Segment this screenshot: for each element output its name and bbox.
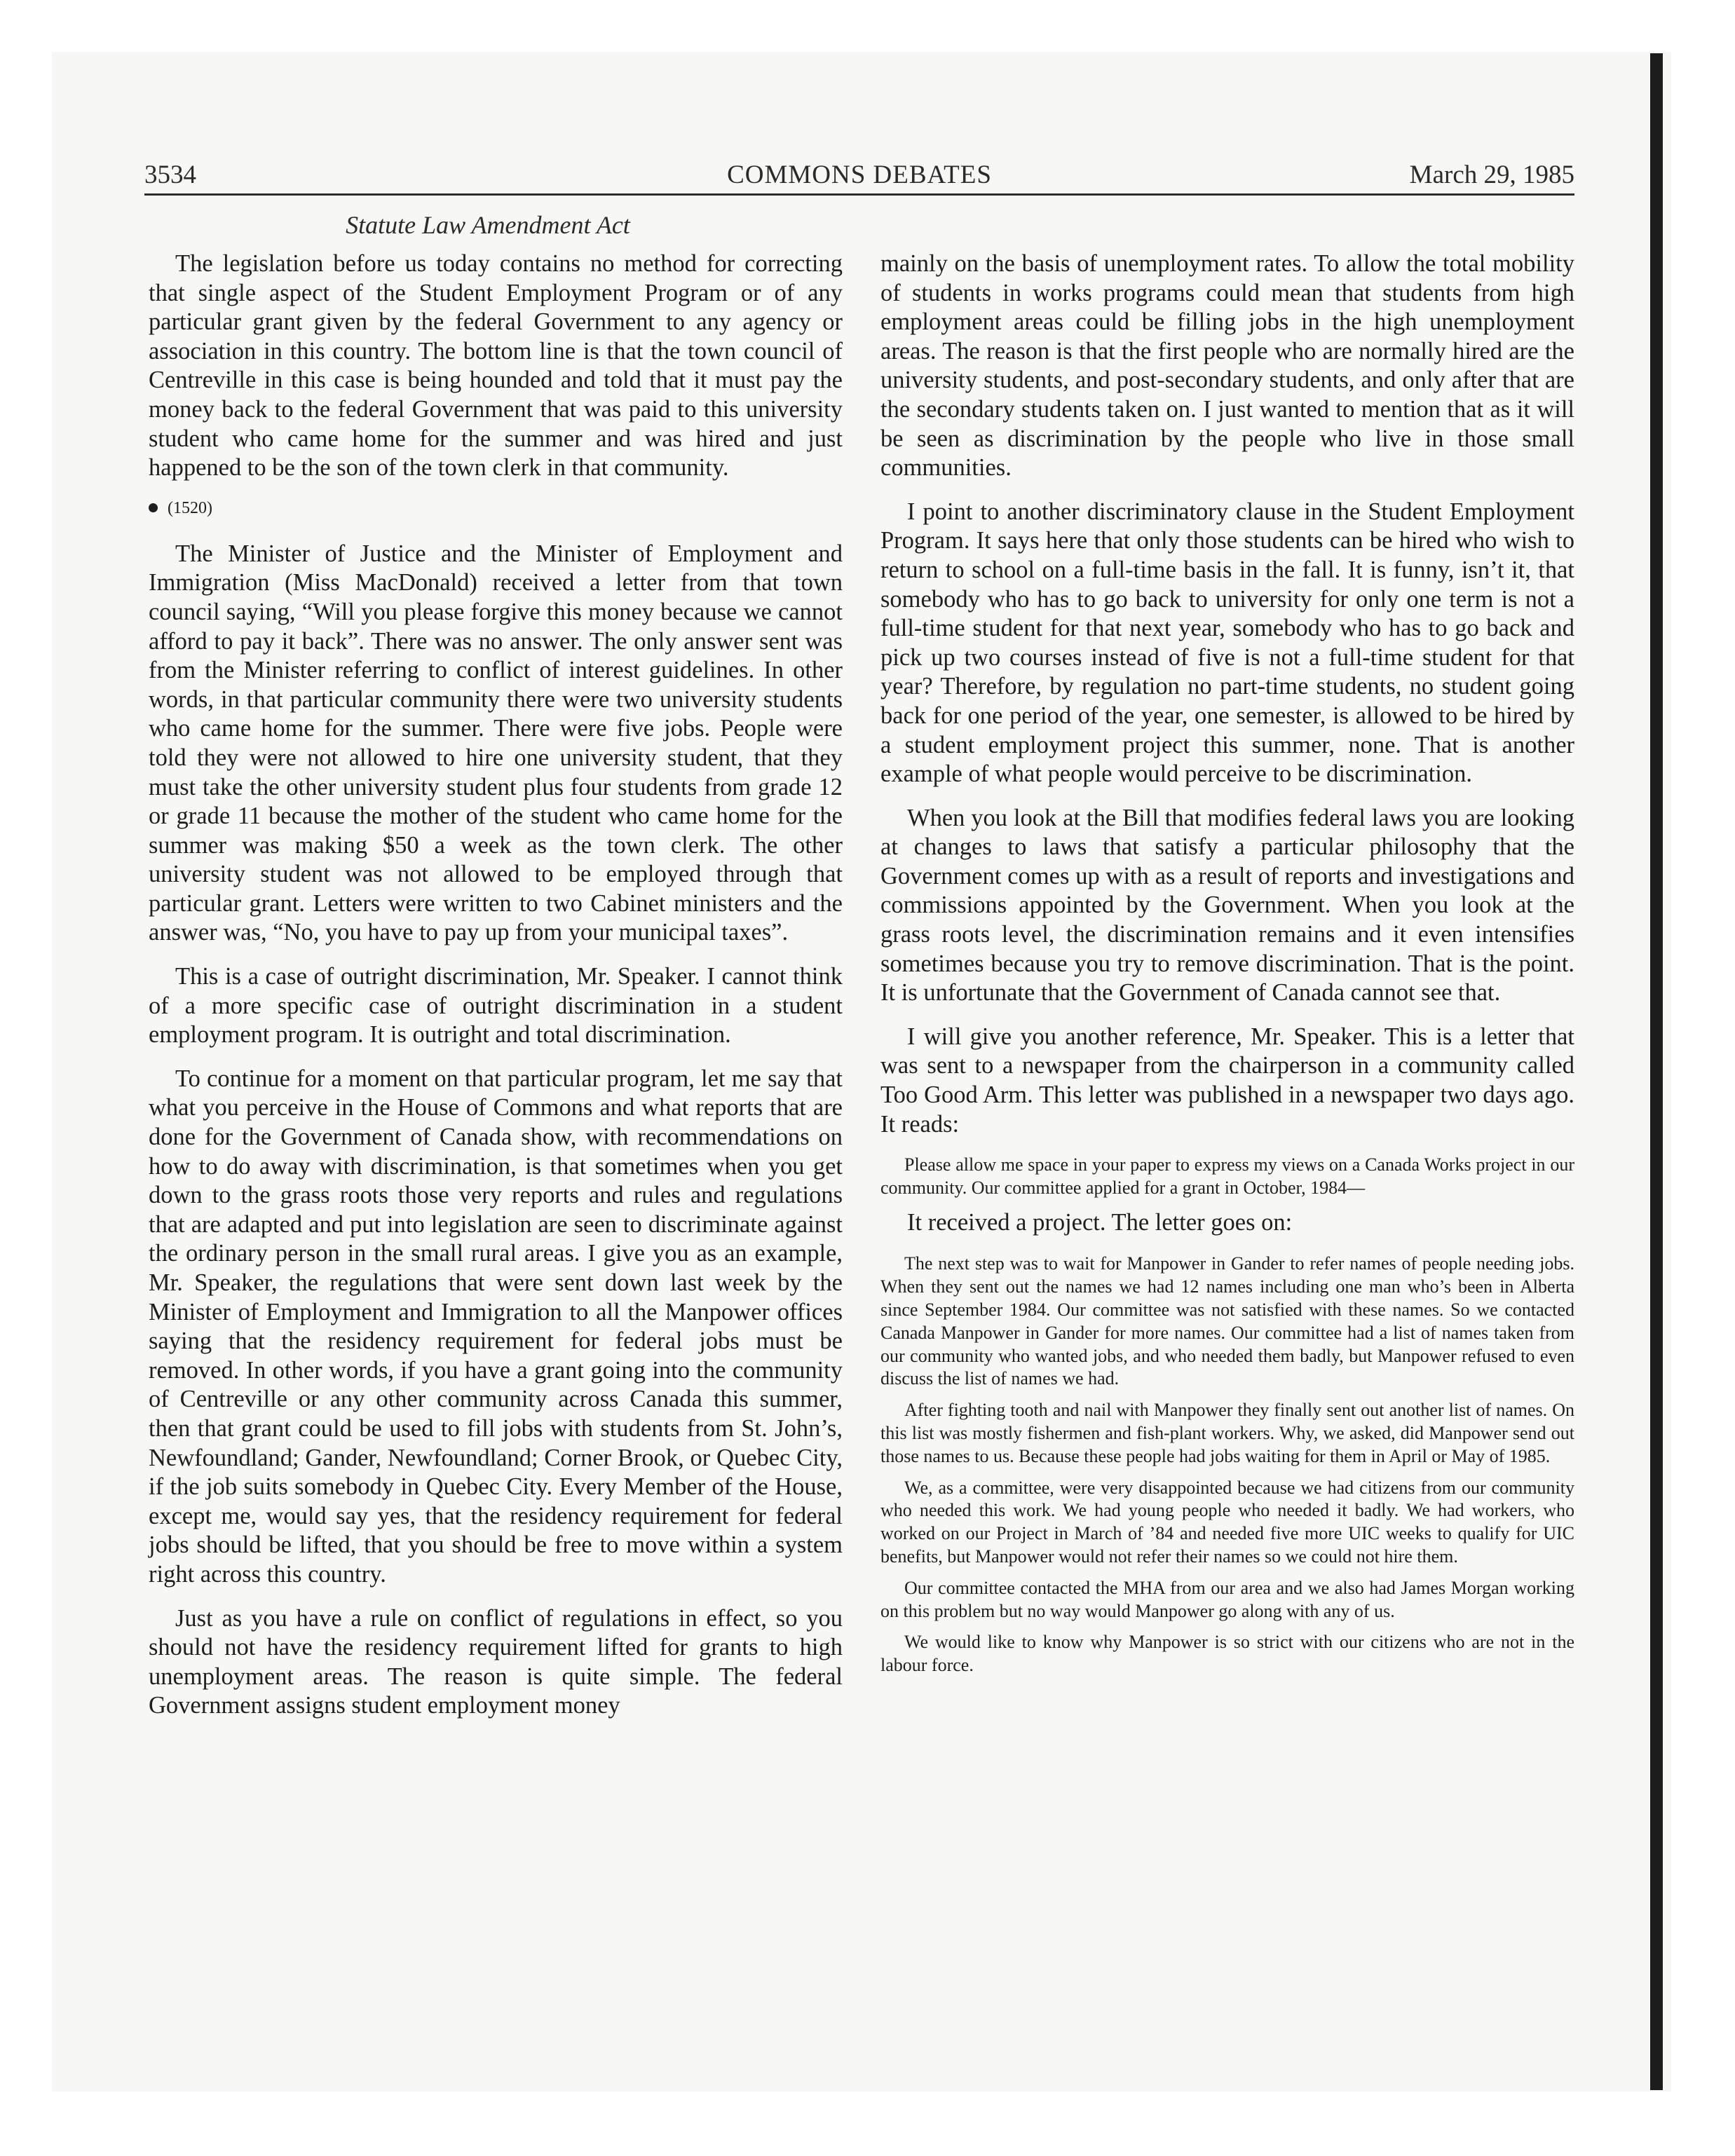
paragraph: It received a project. The letter goes on: [907, 1208, 1293, 1236]
quoted-letter: We would like to know why Manpower is so strict with our citizens who are not in the labour force. [880, 1632, 1574, 1676]
quoted-letter: We, as a committee, were very disappointed because we had citizens from our community who needed this work. We had young people who needed it badly. We had workers, who worked on our Project in March of ’84 and needed five more UIC weeks to qualify for UIC benefits, but Manpower would not refer their names so we could not hire them. [880, 1477, 1574, 1567]
paragraph: The Minister of Justice and the Minister of Employment and Immigration (Miss MacDonald) received a letter from that town council saying, “Will you please forgive this money because we cannot afford to pay it back”. There was no answer. The only answer sent was from the Minister referring to conflict of interest guidelines. In other words, in that particular community there were two university students who came home for the summer. There were five jobs. People were told they were not allowed to hire one university student, that they must take the other university student plus four students from grade 12 or grade 11 because the mother of the student who came home for the summer was making $50 a week as the town clerk. The other university student was not allowed to be employed through that particular grant. Letters were written to two Cabinet ministers and the answer was, “No, you have to pay up from your municipal taxes”. [149, 540, 843, 946]
quoted-letter: The next step was to wait for Manpower in Gander to refer names of people needing jobs. When they sent out the names we had 12 names including one man who’s been in Alberta since September 1984. Our committee was not satisfied with these names. So we contacted Canada Manpower in Gander for more names. Our committee had a list of names taken from our community who wanted jobs, and who needed them badly, but Manpower refused to even discuss the list of names we had. [880, 1253, 1574, 1389]
scan-edge-shadow [1650, 53, 1663, 2090]
bullet-icon [149, 503, 158, 512]
quoted-letter: Our committee contacted the MHA from our area and we also had James Morgan working on this problem but no way would Manpower go along with any of us. [880, 1577, 1574, 1621]
header-rule [144, 193, 1574, 196]
paragraph: I point to another discriminatory clause in the Student Employment Program. It says here that only those students can be hired who wish to return to school on a full-time basis in the fall. It is funny, isn’t it, that somebody who has to go back to university for only one term is not a full-time student for that next year, somebody who has to go back and pick up two courses instead of five is not a full-time student for that year? Therefore, by regulation no part-time students, no student going back for one period of the year, one semester, is allowed to be hired by a student employment project this summer, none. That is another example of what people would perceive to be discrimination. [880, 498, 1574, 788]
paragraph: mainly on the basis of unemployment rates. To allow the total mobility of students in works programs could mean that students from high employment areas could be filling jobs in the high unemployment areas. The reason is that the first people who are normally hired are the university students, and post-secondary students, and only after that are the secondary students taken on. I just wanted to mention that as it will be seen as discrimination by the people who live in those small communities. [880, 250, 1574, 482]
paragraph: Just as you have a rule on conflict of regulations in effect, so you should not have the residency requirement lifted for grants to high unemployment areas. The reason is quite simple. The federal Government assigns student employment money [149, 1604, 843, 1719]
quoted-letter: After fighting tooth and nail with Manpower they finally sent out another list of names. On this list was mostly fishermen and fish-plant workers. Why, we asked, did Manpower send out those names to us. Because these people had jobs waiting for them in April or May of 1985. [880, 1400, 1574, 1466]
publication-title: COMMONS DEBATES [727, 161, 992, 189]
paragraph: This is a case of outright discrimination, Mr. Speaker. I cannot think of a more specific case of outright discrimination in a student employment program. It is outright and total discrimination. [149, 963, 843, 1049]
time-marker-label: (1520) [168, 498, 212, 517]
right-column [880, 250, 1574, 1686]
left-column [149, 250, 843, 1735]
paragraph: I will give you another reference, Mr. Speaker. This is a letter that was sent to a newspaper from the chairperson in a community called Too Good Arm. This letter was published in a newspaper two days ago. It reads: [880, 1023, 1574, 1138]
quoted-letter: Please allow me space in your paper to express my views on a Canada Works project in our community. Our committee applied for a grant in October, 1984— [880, 1154, 1574, 1199]
paragraph: When you look at the Bill that modifies federal laws you are looking at changes to laws that satisfy a particular philosophy that the Government comes up with as a result of reports and investigations and commissions appointed by the Government. When you look at the grass roots level, the discrimination remains and it even intensifies sometimes because you try to remove discrimination. That is the point. It is unfortunate that the Government of Canada cannot see that. [880, 804, 1574, 1007]
page-header [144, 160, 1574, 195]
time-marker [149, 498, 843, 519]
paragraph: The legislation before us today contains no method for correcting that single aspect of the Student Employment Program or of any particular grant given by the federal Government to any agency or association in this country. The bottom line is that the town council of Centreville in this case is being hounded and told that it must pay the money back to the federal Government that was paid to this university student who came home for the summer and was hired and just happened to be the son of the town clerk in that community. [149, 250, 843, 482]
publication-date: March 29, 1985 [1409, 161, 1574, 189]
running-subtitle: Statute Law Amendment Act [346, 211, 630, 239]
page-number: 3534 [144, 161, 196, 189]
paragraph: To continue for a moment on that particular program, let me say that what you perceive in the House of Commons and what reports that are done for the Government of Canada show, with recommendations on how to do away with discrimination, is that sometimes when you get down to the grass roots those very reports and rules and regulations that are adapted and put into legislation are seen to discriminate against the ordinary person in the small rural areas. I give you as an example, Mr. Speaker, the regulations that were sent down last week by the Minister of Employment and Immigration to all the Manpower offices saying that the residency requirement for federal jobs must be removed. In other words, if you have a grant going into the community of Centreville or any other community across Canada this summer, then that grant could be used to fill jobs with students from St. John’s, Newfoundland; Gander, Newfoundland; Corner Brook, or Quebec City, if the job suits somebody in Quebec City. Every Member of the House, except me, would say yes, that the residency requirement for federal jobs should be lifted, that you should be free to move within a system right across this country. [149, 1065, 843, 1588]
